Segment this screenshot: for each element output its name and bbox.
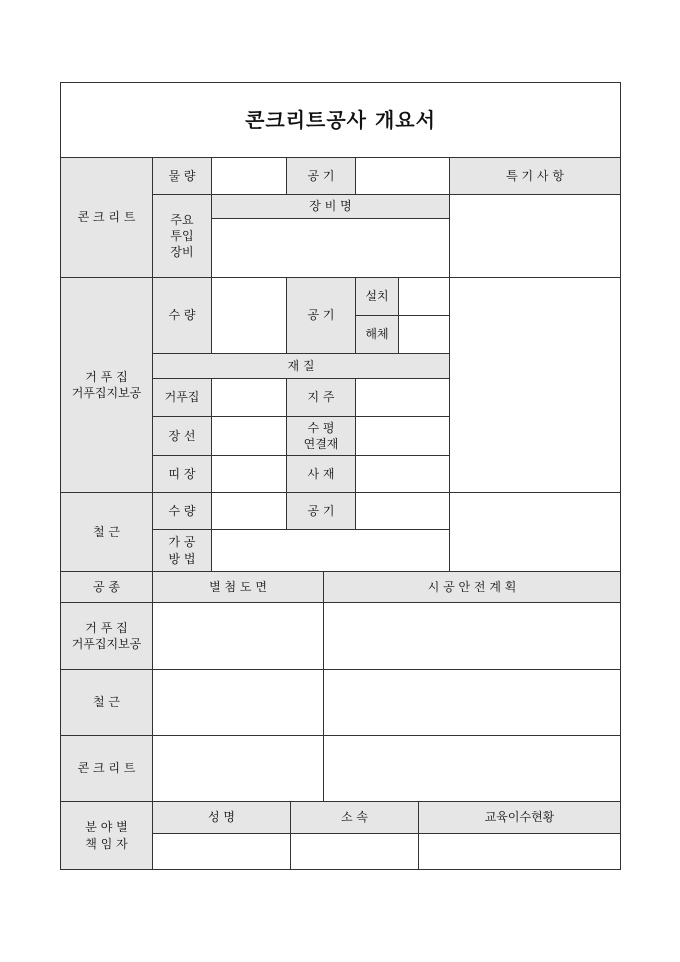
rebar-label: 철 근: [61, 493, 153, 572]
plan-row-concrete-safety[interactable]: [324, 736, 621, 802]
formwork-install-label: 설치: [356, 278, 399, 316]
plan-row-rebar-label: 철 근: [61, 670, 153, 736]
concrete-quantity-label: 물 량: [153, 158, 212, 195]
wale-field[interactable]: [212, 456, 287, 493]
concrete-quantity-field[interactable]: [212, 158, 287, 195]
concrete-period-field[interactable]: [356, 158, 450, 195]
name-field[interactable]: [153, 834, 291, 870]
concrete-period-label: 공 기: [287, 158, 356, 195]
brace-label: 사 재: [287, 456, 356, 493]
equipment-name-header: 장 비 명: [212, 195, 450, 219]
formwork-special-notes-field[interactable]: [450, 278, 621, 493]
plan-row-concrete-label: 콘 크 리 트: [61, 736, 153, 802]
long-timber-field[interactable]: [212, 417, 287, 456]
rebar-period-label: 공 기: [287, 493, 356, 530]
responsible-table: [60, 801, 621, 870]
concrete-special-notes-field[interactable]: [450, 195, 621, 278]
affiliation-header: 소 속: [291, 802, 419, 834]
rebar-period-field[interactable]: [356, 493, 450, 530]
responsible-label: 분 야 별 책 임 자: [61, 802, 153, 870]
form-field[interactable]: [212, 379, 287, 417]
formwork-dismantle-label: 해체: [356, 316, 399, 354]
plan-row-formwork-label: 거 푸 집 거푸집지보공: [61, 603, 153, 670]
rebar-method-label: 가 공 방 법: [153, 530, 212, 572]
education-field[interactable]: [419, 834, 621, 870]
special-notes-header: 특 기 사 항: [450, 158, 621, 195]
brace-field[interactable]: [356, 456, 450, 493]
support-field[interactable]: [356, 379, 450, 417]
horizontal-connector-field[interactable]: [356, 417, 450, 456]
formwork-quantity-label: 수 량: [153, 278, 212, 354]
safety-plan-header: 시 공 안 전 계 획: [324, 572, 621, 603]
formwork-install-field[interactable]: [399, 278, 450, 316]
education-header: 교육이수현황: [419, 802, 621, 834]
formwork-label: 거 푸 집 거푸집지보공: [61, 278, 153, 493]
rebar-quantity-label: 수 량: [153, 493, 212, 530]
overview-table: [60, 82, 621, 572]
plan-row-formwork-safety[interactable]: [324, 603, 621, 670]
concrete-label: 콘 크 리 트: [61, 158, 153, 278]
rebar-method-field[interactable]: [212, 530, 450, 572]
formwork-period-label: 공 기: [287, 278, 356, 354]
page-title: 콘크리트공사 개요서: [61, 83, 621, 158]
attached-drawings-header: 별 첨 도 면: [153, 572, 324, 603]
plan-row-rebar-drawings[interactable]: [153, 670, 324, 736]
formwork-dismantle-field[interactable]: [399, 316, 450, 354]
form-label: 거푸집: [153, 379, 212, 417]
work-type-header: 공 종: [61, 572, 153, 603]
rebar-quantity-field[interactable]: [212, 493, 287, 530]
plan-row-formwork-drawings[interactable]: [153, 603, 324, 670]
long-timber-label: 장 선: [153, 417, 212, 456]
horizontal-connector-label: 수 평 연결재: [287, 417, 356, 456]
wale-label: 띠 장: [153, 456, 212, 493]
affiliation-field[interactable]: [291, 834, 419, 870]
main-equipment-label: 주요 투입 장비: [153, 195, 212, 278]
material-header: 재 질: [153, 354, 450, 379]
plan-table: [60, 571, 621, 802]
plan-row-concrete-drawings[interactable]: [153, 736, 324, 802]
plan-row-rebar-safety[interactable]: [324, 670, 621, 736]
support-label: 지 주: [287, 379, 356, 417]
rebar-special-notes-field[interactable]: [450, 493, 621, 572]
formwork-quantity-field[interactable]: [212, 278, 287, 354]
name-header: 성 명: [153, 802, 291, 834]
equipment-name-field[interactable]: [212, 219, 450, 278]
concrete-work-overview-form: [60, 82, 620, 870]
